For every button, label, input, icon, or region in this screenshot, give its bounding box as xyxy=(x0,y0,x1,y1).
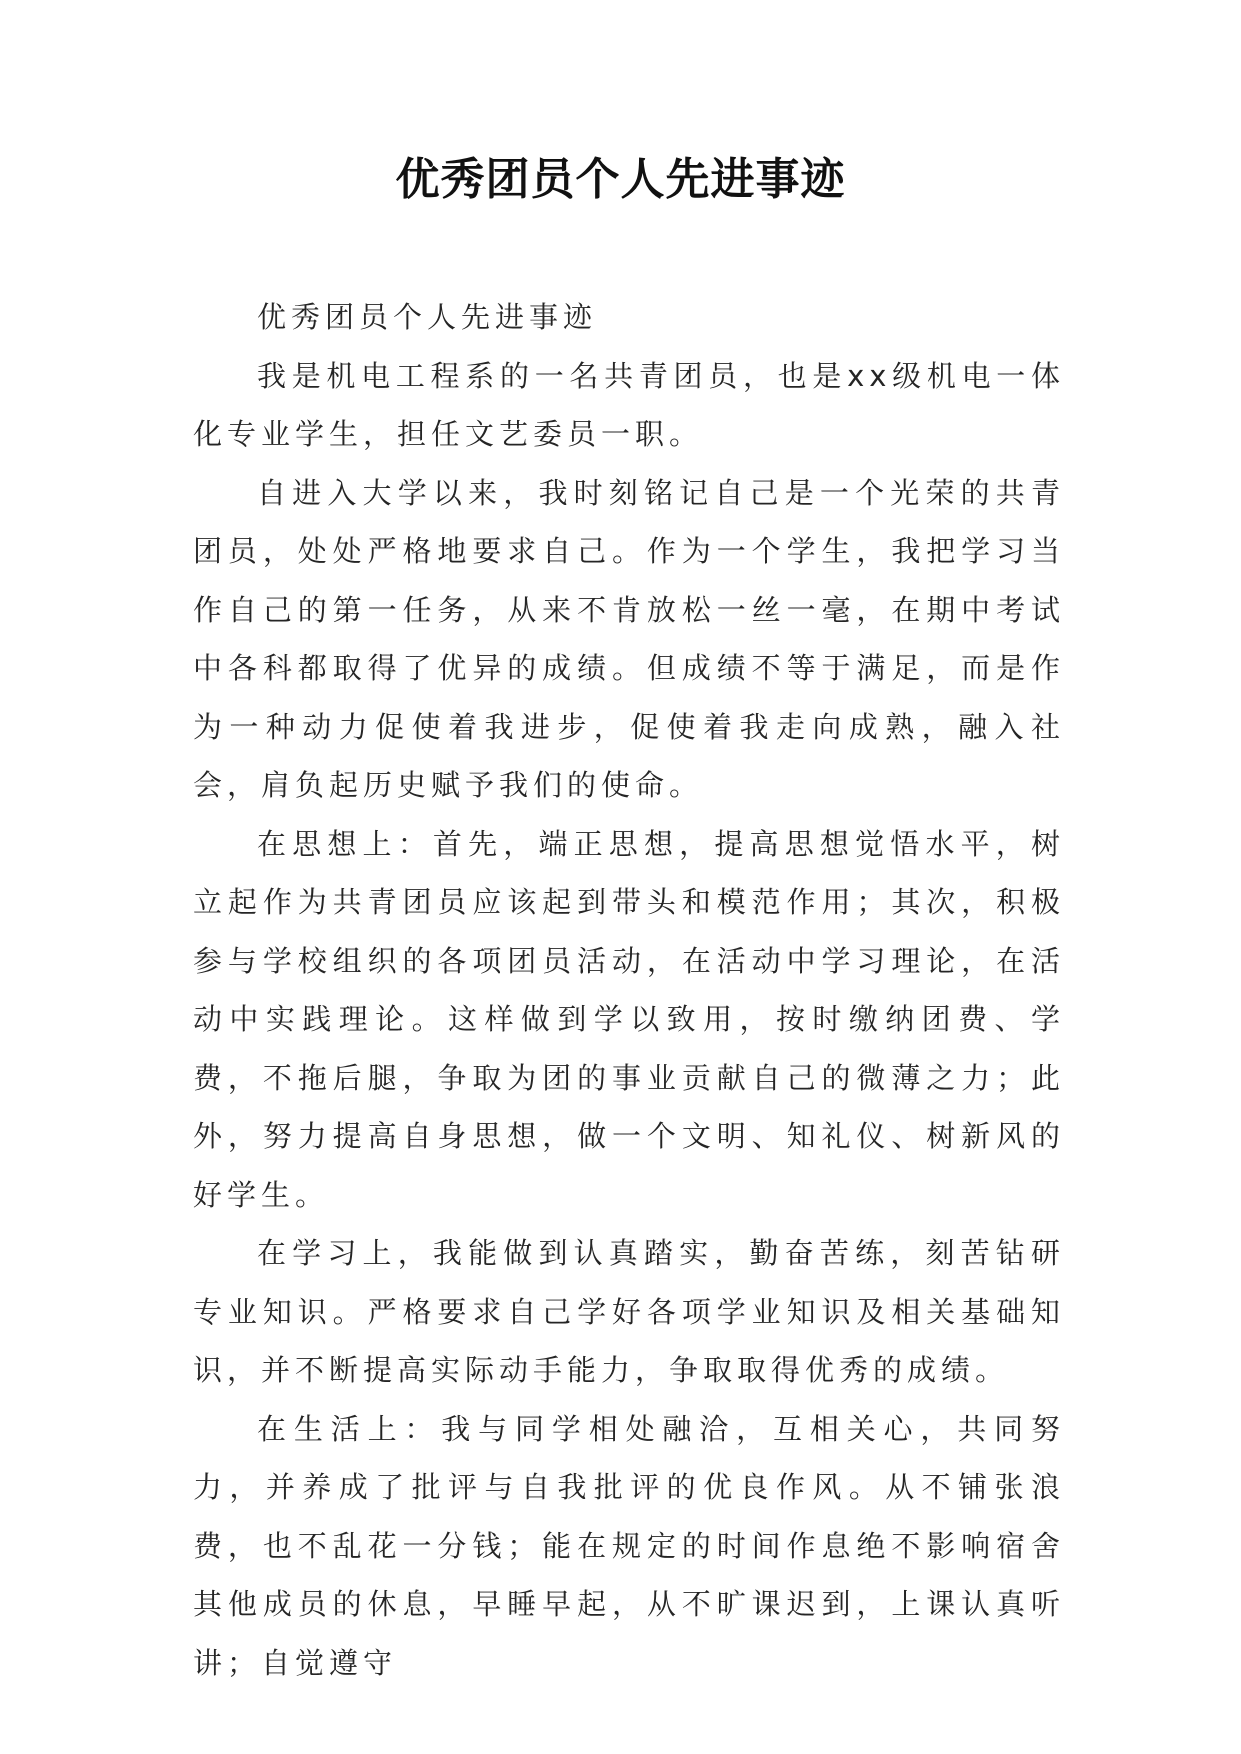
paragraph-subtitle: 优秀团员个人先进事迹 xyxy=(257,300,598,334)
document-title: 优秀团员个人先进事迹 xyxy=(395,154,846,205)
paragraph-daily-life: 在生活上：我与同学相处融洽，互相关心，共同努力，并养成了批评与自我批评的优良作风。从不铺张浪费，也不乱花一分钱；能在规定的时间作息绝不影响宿舍其他成员的休息，早睡早起，从不旷课迟到，上课认真听讲；自觉遵守 xyxy=(193,1411,1065,1680)
paragraph-university-life: 自进入大学以来，我时刻铭记自己是一个光荣的共青团员，处处严格地要求自己。作为一个学生，我把学习当作自己的第一任务，从来不肯放松一丝一毫，在期中考试中各科都取得了优异的成绩。但成绩不等于满足，而是作为一种动力促使着我进步，促使着我走向成熟，融入社会，肩负起历史赋予我们的使命。 xyxy=(193,475,1065,802)
paragraph-study: 在学习上，我能做到认真踏实，勤奋苦练，刻苦钻研专业知识。严格要求自己学好各项学业知识及相关基础知识，并不断提高实际动手能力，争取取得优秀的成绩。 xyxy=(193,1236,1065,1387)
document-body xyxy=(193,288,1065,1692)
paragraph-ideology: 在思想上：首先，端正思想，提高思想觉悟水平，树立起作为共青团员应该起到带头和模范作用；其次，积极参与学校组织的各项团员活动，在活动中学习理论，在活动中实践理论。这样做到学以致用，按时缴纳团费、学费，不拖后腿，争取为团的事业贡献自己的微薄之力；此外，努力提高自身思想，做一个文明、知礼仪、树新风的好学生。 xyxy=(193,826,1065,1212)
paragraph-introduction: 我是机电工程系的一名共青团员，也是xx级机电一体化专业学生，担任文艺委员一职。 xyxy=(193,358,1065,451)
